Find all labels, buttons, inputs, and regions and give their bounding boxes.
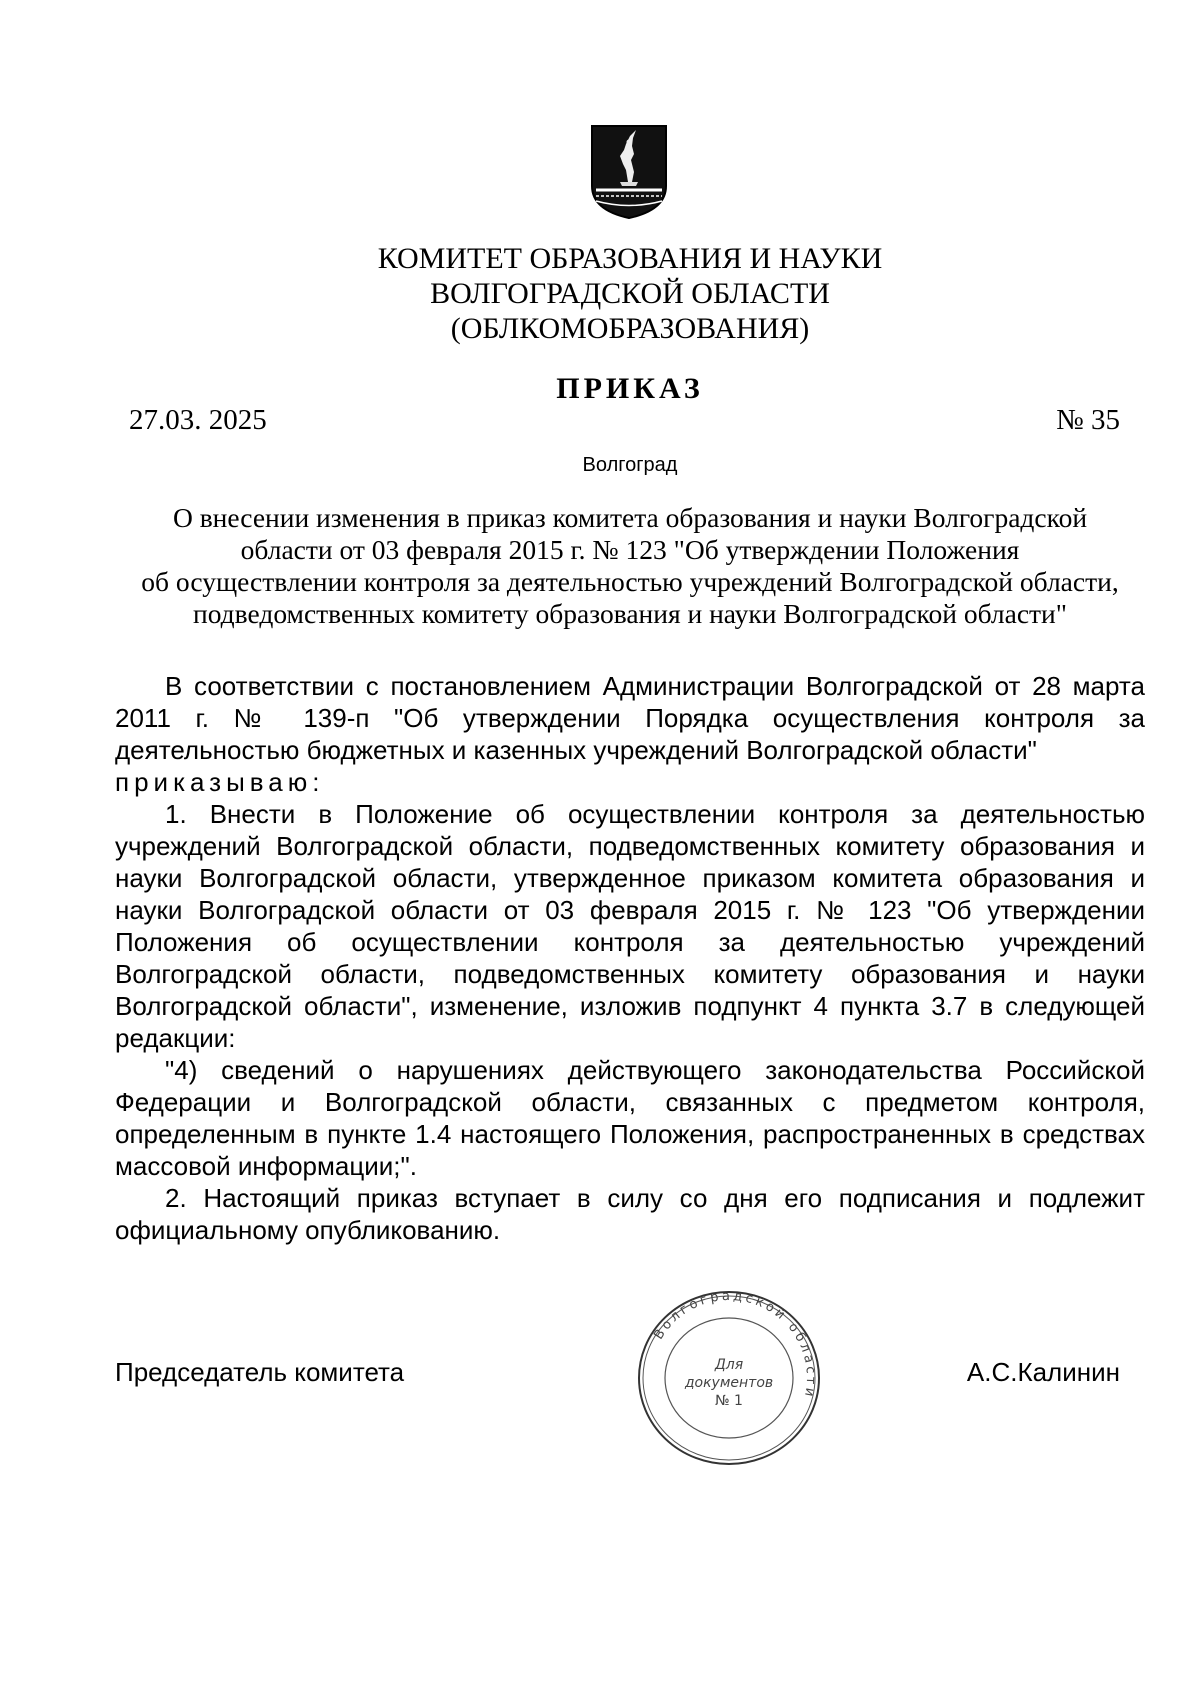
order-date: 27.03. 2025	[129, 404, 267, 436]
volgograd-emblem-icon	[590, 124, 668, 220]
order-city: Волгоград	[582, 454, 678, 476]
header-line-3: (ОБЛКОМОБРАЗОВАНИЯ)	[450, 312, 810, 345]
header-line-1: КОМИТЕТ ОБРАЗОВАНИЯ И НАУКИ	[377, 242, 883, 275]
organization-header	[0, 241, 1200, 346]
order-body	[115, 670, 1145, 1246]
signatory-name: А.С.Калинин	[966, 1357, 1120, 1387]
order-number: № 35	[1056, 404, 1120, 436]
stamp-inner-line-3: № 1	[715, 1393, 743, 1409]
subject-line-1: О внесении изменения в приказ комитета образования и науки Волгоградской	[172, 502, 1088, 533]
signatory-position: Председатель комитета	[115, 1357, 405, 1387]
orders-word: приказываю:	[115, 767, 325, 797]
official-stamp-icon	[634, 1287, 824, 1469]
stamp-inner-line-2: документов	[684, 1375, 774, 1391]
header-line-2: ВОЛГОГРАДСКОЙ ОБЛАСТИ	[430, 277, 830, 310]
stamp-outer-text: Волгоградской области	[651, 1288, 819, 1401]
item-1-paragraph: 1. Внести в Положение об осуществлении контроля за деятельностью учреждений Волгоградской области, подведомственных комитету образования и науки Волгоградской области, утвержденное приказом комитета образования и науки Волгоградской области от 03 февраля 2015 г. № 123 "Об утверждении Положения об осуществлении контроля за деятельностью учреждений Волгоградской области, подведомственных комитету образования и науки Волгоградской области", изменение, изложив подпункт 4 пункта 3.7 в следующей редакции:	[115, 799, 1145, 1053]
quote-paragraph: "4) сведений о нарушениях действующего законодательства Российской Федерации и Волгоградской области, связанных с предметом контроля, определенным в пункте 1.4 настоящего Положения, распространенных в средствах массовой информации;".	[115, 1055, 1145, 1181]
subject-line-2: области от 03 февраля 2015 г. № 123 "Об утверждении Положения	[240, 534, 1020, 565]
item-2-paragraph: 2. Настоящий приказ вступает в силу со дня его подписания и подлежит официальному опубликованию.	[115, 1183, 1145, 1245]
subject-line-4: подведомственных комитету образования и науки Волгоградской области"	[193, 598, 1067, 629]
order-title: ПРИКАЗ	[556, 372, 704, 405]
preamble-paragraph: В соответствии с постановлением Администрации Волгоградской от 28 марта 2011 г. № 139-п "Об утверждении Порядка осуществления контроля за деятельностью бюджетных и казенных учреждений Волгоградской области"	[115, 671, 1145, 765]
stamp-inner-line-1: Для	[714, 1357, 744, 1373]
subject-line-3: об осуществлении контроля за деятельностью учреждений Волгоградской области,	[141, 566, 1119, 597]
order-subject	[120, 502, 1140, 630]
